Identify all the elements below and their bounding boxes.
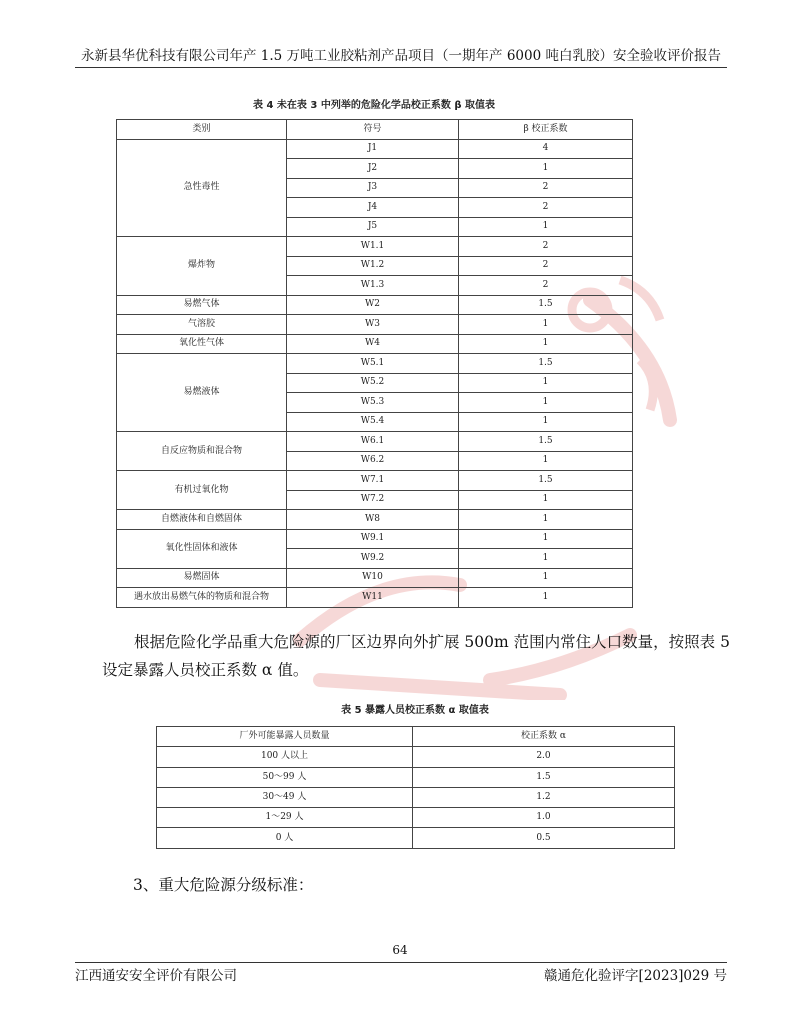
column-header-symbol: 符号 <box>287 120 459 140</box>
table-row <box>117 432 633 452</box>
symbol-cell: J2 <box>287 159 459 179</box>
table-row <box>117 237 633 257</box>
category-cell: 有机过氧化物 <box>117 471 287 510</box>
category-cell: 易燃气体 <box>117 295 287 315</box>
beta-value-cell: 1 <box>459 217 633 237</box>
column-header-exposed-count: 厂外可能暴露人员数量 <box>157 727 413 747</box>
alpha-value-cell: 1.2 <box>413 787 675 807</box>
category-cell: 气溶胶 <box>117 315 287 335</box>
symbol-cell: W9.1 <box>287 529 459 549</box>
column-header-alpha: 校正系数 α <box>413 727 675 747</box>
symbol-cell: W10 <box>287 568 459 588</box>
symbol-cell: W4 <box>287 334 459 354</box>
table-row <box>117 334 633 354</box>
beta-value-cell: 1 <box>459 393 633 413</box>
beta-value-cell: 1 <box>459 412 633 432</box>
category-cell: 易燃液体 <box>117 354 287 432</box>
table-row <box>117 139 633 159</box>
beta-value-cell: 1 <box>459 568 633 588</box>
table-header-row <box>157 727 675 747</box>
symbol-cell: W5.1 <box>287 354 459 374</box>
beta-value-cell: 1.5 <box>459 432 633 452</box>
symbol-cell: J3 <box>287 178 459 198</box>
category-cell: 自燃液体和自燃固体 <box>117 510 287 530</box>
symbol-cell: W9.2 <box>287 549 459 569</box>
category-cell: 自反应物质和混合物 <box>117 432 287 471</box>
table-row <box>117 471 633 491</box>
symbol-cell: W11 <box>287 588 459 608</box>
beta-value-cell: 1 <box>459 334 633 354</box>
beta-value-cell: 1 <box>459 159 633 179</box>
alpha-value-cell: 1.0 <box>413 808 675 828</box>
table-row <box>117 354 633 374</box>
table-row <box>157 747 675 767</box>
beta-value-cell: 1.5 <box>459 354 633 374</box>
symbol-cell: W8 <box>287 510 459 530</box>
beta-value-cell: 1 <box>459 373 633 393</box>
symbol-cell: J4 <box>287 198 459 218</box>
beta-value-cell: 1 <box>459 315 633 335</box>
table-row <box>117 588 633 608</box>
symbol-cell: W6.2 <box>287 451 459 471</box>
beta-correction-table <box>116 119 633 608</box>
category-cell: 氧化性气体 <box>117 334 287 354</box>
beta-value-cell: 1 <box>459 588 633 608</box>
symbol-cell: W5.2 <box>287 373 459 393</box>
table-row <box>157 828 675 848</box>
symbol-cell: W7.2 <box>287 490 459 510</box>
table-header-row <box>117 120 633 140</box>
exposed-count-cell: 1～29 人 <box>157 808 413 828</box>
beta-value-cell: 2 <box>459 276 633 296</box>
symbol-cell: J1 <box>287 139 459 159</box>
alpha-value-cell: 1.5 <box>413 767 675 787</box>
beta-value-cell: 1 <box>459 510 633 530</box>
category-cell: 爆炸物 <box>117 237 287 296</box>
exposed-count-cell: 50～99 人 <box>157 767 413 787</box>
exposed-count-cell: 100 人以上 <box>157 747 413 767</box>
category-cell: 氧化性固体和液体 <box>117 529 287 568</box>
column-header-beta: β 校正系数 <box>459 120 633 140</box>
alpha-correction-table <box>156 726 675 849</box>
header-rule <box>75 67 727 68</box>
symbol-cell: J5 <box>287 217 459 237</box>
beta-value-cell: 2 <box>459 178 633 198</box>
symbol-cell: W6.1 <box>287 432 459 452</box>
section-heading: 3、重大危险源分级标准： <box>133 876 314 894</box>
symbol-cell: W5.4 <box>287 412 459 432</box>
table-row <box>157 787 675 807</box>
beta-value-cell: 2 <box>459 237 633 257</box>
table4-caption: 表 4 未在表 3 中列举的危险化学品校正系数 β 取值表 <box>253 100 495 111</box>
footer-doc-number: 赣通危化验评字[2023]029 号 <box>544 968 727 984</box>
body-paragraph: 根据危险化学品重大危险源的厂区边界向外扩展 500m 范围内常住人口数量，按照表 5 设定暴露人员校正系数 α 值。 <box>102 633 730 679</box>
alpha-value-cell: 0.5 <box>413 828 675 848</box>
beta-value-cell: 1 <box>459 529 633 549</box>
beta-value-cell: 4 <box>459 139 633 159</box>
column-header-category: 类别 <box>117 120 287 140</box>
table-row <box>157 808 675 828</box>
table-row <box>157 767 675 787</box>
footer-rule <box>75 962 727 963</box>
beta-value-cell: 1.5 <box>459 295 633 315</box>
table-row <box>117 529 633 549</box>
alpha-value-cell: 2.0 <box>413 747 675 767</box>
beta-value-cell: 2 <box>459 256 633 276</box>
footer-company: 江西通安安全评价有限公司 <box>75 968 237 984</box>
beta-value-cell: 1 <box>459 549 633 569</box>
symbol-cell: W1.1 <box>287 237 459 257</box>
page-number: 64 <box>392 943 408 957</box>
table5-caption: 表 5 暴露人员校正系数 α 取值表 <box>341 705 489 716</box>
beta-value-cell: 1.5 <box>459 471 633 491</box>
symbol-cell: W1.3 <box>287 276 459 296</box>
category-cell: 急性毒性 <box>117 139 287 237</box>
symbol-cell: W7.1 <box>287 471 459 491</box>
table-row <box>117 568 633 588</box>
table-row <box>117 315 633 335</box>
beta-value-cell: 1 <box>459 451 633 471</box>
category-cell: 遇水放出易燃气体的物质和混合物 <box>117 588 287 608</box>
category-cell: 易燃固体 <box>117 568 287 588</box>
symbol-cell: W3 <box>287 315 459 335</box>
table-row <box>117 510 633 530</box>
table-row <box>117 295 633 315</box>
beta-value-cell: 1 <box>459 490 633 510</box>
symbol-cell: W5.3 <box>287 393 459 413</box>
symbol-cell: W2 <box>287 295 459 315</box>
page-header: 永新县华优科技有限公司年产 1.5 万吨工业胶粘剂产品项目（一期年产 6000 吨白乳胶）安全验收评价报告 <box>81 48 721 64</box>
exposed-count-cell: 0 人 <box>157 828 413 848</box>
beta-value-cell: 2 <box>459 198 633 218</box>
exposed-count-cell: 30～49 人 <box>157 787 413 807</box>
symbol-cell: W1.2 <box>287 256 459 276</box>
